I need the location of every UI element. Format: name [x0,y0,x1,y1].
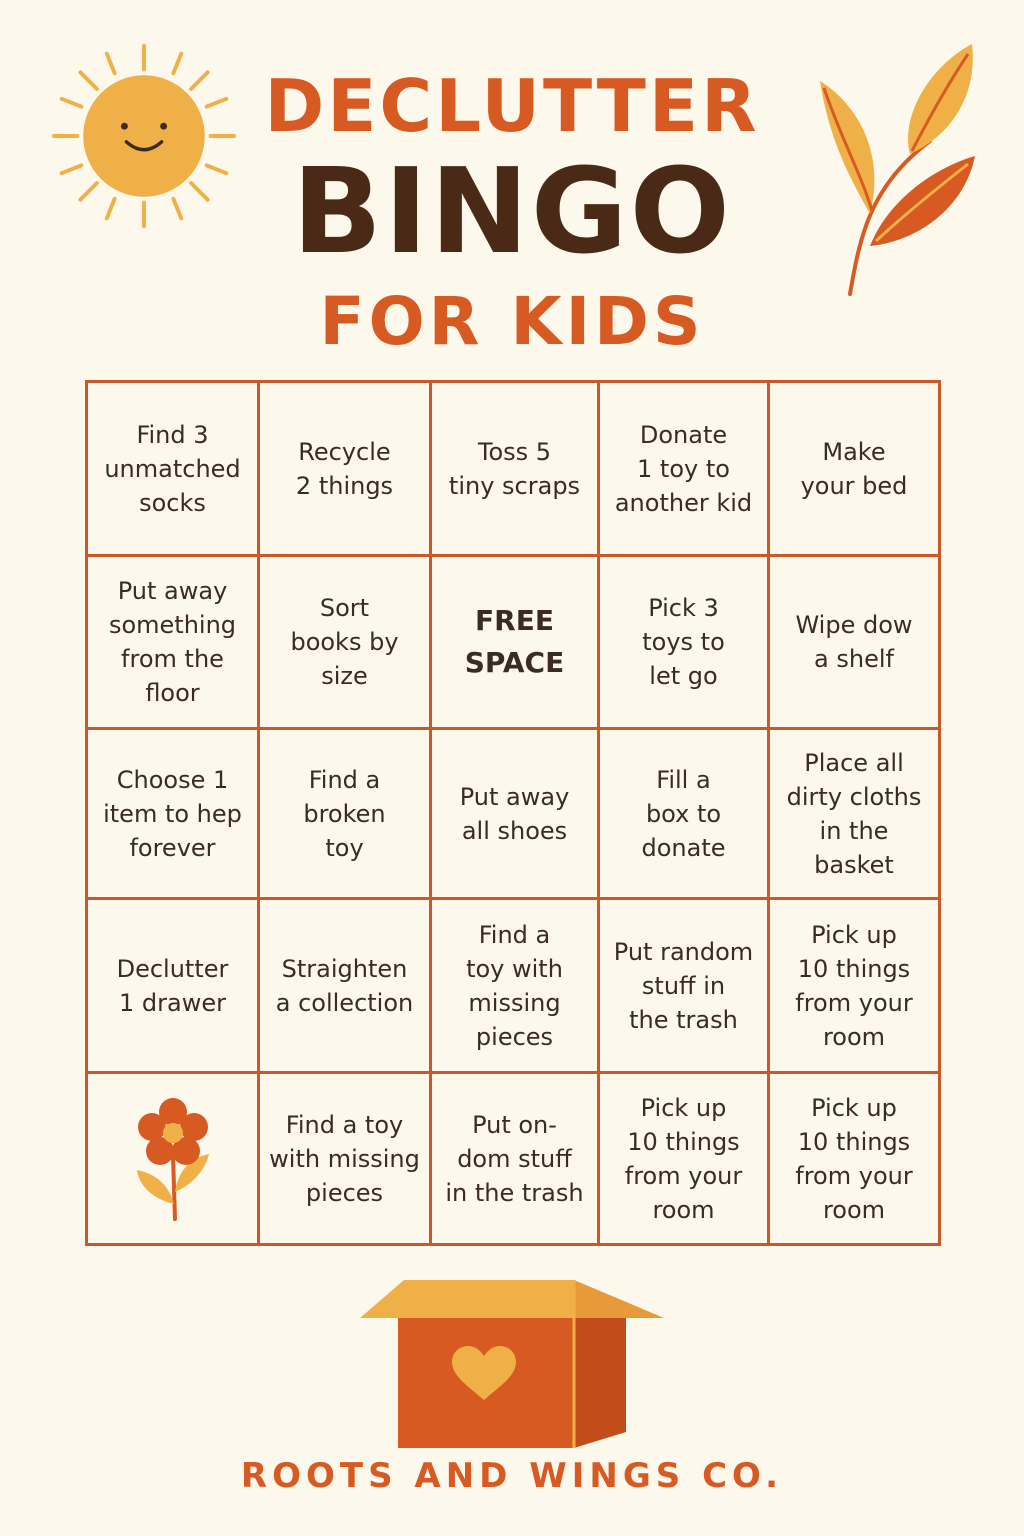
bingo-cell-text: Put away something from the floor [108,577,237,707]
bingo-cell-text: Donate 1 toy to another kid [614,420,753,517]
bingo-cell-r2-c2[interactable] [260,557,432,730]
bingo-cell-r5-c2[interactable] [260,1074,432,1243]
bingo-cell-text: Put on- dom stuff in the trash [445,1110,584,1207]
bingo-cell-r4-c4[interactable] [600,900,770,1074]
bingo-cell-r4-c3[interactable] [432,900,600,1074]
bingo-cell-r3-c5[interactable] [770,730,938,900]
bingo-cell-text: Toss 5 tiny scraps [448,437,581,500]
bingo-cell-text: Put random stuff in the trash [613,937,754,1034]
bingo-cell-text: Pick 3 toys to let go [642,594,725,690]
bingo-cell-r4-c1[interactable] [88,900,260,1074]
bingo-cell-r1-c1[interactable] [88,383,260,557]
bingo-cell-r2-c1[interactable] [88,557,260,730]
bingo-cell-r1-c3[interactable] [432,383,600,557]
bingo-cell-r3-c4[interactable] [600,730,770,900]
bingo-cell-text: Pick up 10 things from your room [795,1093,913,1224]
bingo-cell-text: Fill a box to donate [641,765,726,862]
bingo-cell-text: Pick up 10 things from your room [624,1093,743,1224]
bingo-cell-text: Find a toy with missing pieces [269,1110,420,1207]
bingo-cell-r3-c2[interactable] [260,730,432,900]
flower-icon [123,1094,223,1224]
bingo-cell-free-space[interactable] [432,557,600,730]
free-space-label: FREE SPACE [464,604,565,679]
bingo-cell-text: Recycle 2 things [295,437,394,500]
bingo-cell-text: Put away all shoes [459,782,570,845]
title-bingo: BINGO [292,142,732,280]
bingo-cell-r2-c4[interactable] [600,557,770,730]
brand-footer: ROOTS AND WINGS CO. [240,1456,784,1496]
bingo-cell-r4-c5[interactable] [770,900,938,1074]
title-declutter: DECLUTTER [264,64,760,148]
bingo-cell-text: Place all dirty cloths in the basket [786,748,922,879]
bingo-cell-text: Make your bed [800,437,908,500]
bingo-cell-r1-c4[interactable] [600,383,770,557]
bingo-cell-text: Straighten a collection [275,954,414,1017]
bingo-cell-r3-c1[interactable] [88,730,260,900]
bingo-cell-text: Choose 1 item to hep forever [103,765,242,862]
bingo-cell-text: Find 3 unmatched socks [104,420,241,517]
bingo-cell-r5-c5[interactable] [770,1074,938,1243]
title-for-kids: FOR KIDS [319,283,705,360]
bingo-cell-r1-c5[interactable] [770,383,938,557]
bingo-cell-r1-c2[interactable] [260,383,432,557]
bingo-cell-text: Wipe dow a shelf [795,611,913,673]
bingo-grid [85,380,941,1246]
bingo-cell-r4-c2[interactable] [260,900,432,1074]
bingo-cell-text: Sort books by size [290,594,399,690]
bingo-cell-r5-c4[interactable] [600,1074,770,1243]
bingo-cell-text: Pick up 10 things from your room [795,920,913,1051]
bingo-cell-flower[interactable] [88,1074,260,1243]
bingo-cell-text: Find a broken toy [303,765,386,862]
bingo-cell-text: Declutter 1 drawer [116,954,229,1017]
donation-box-heart-icon [356,1272,668,1452]
bingo-cell-r2-c5[interactable] [770,557,938,730]
bingo-cell-text: Find a toy with missing pieces [466,920,563,1051]
bingo-cell-r5-c3[interactable] [432,1074,600,1243]
bingo-cell-r3-c3[interactable] [432,730,600,900]
